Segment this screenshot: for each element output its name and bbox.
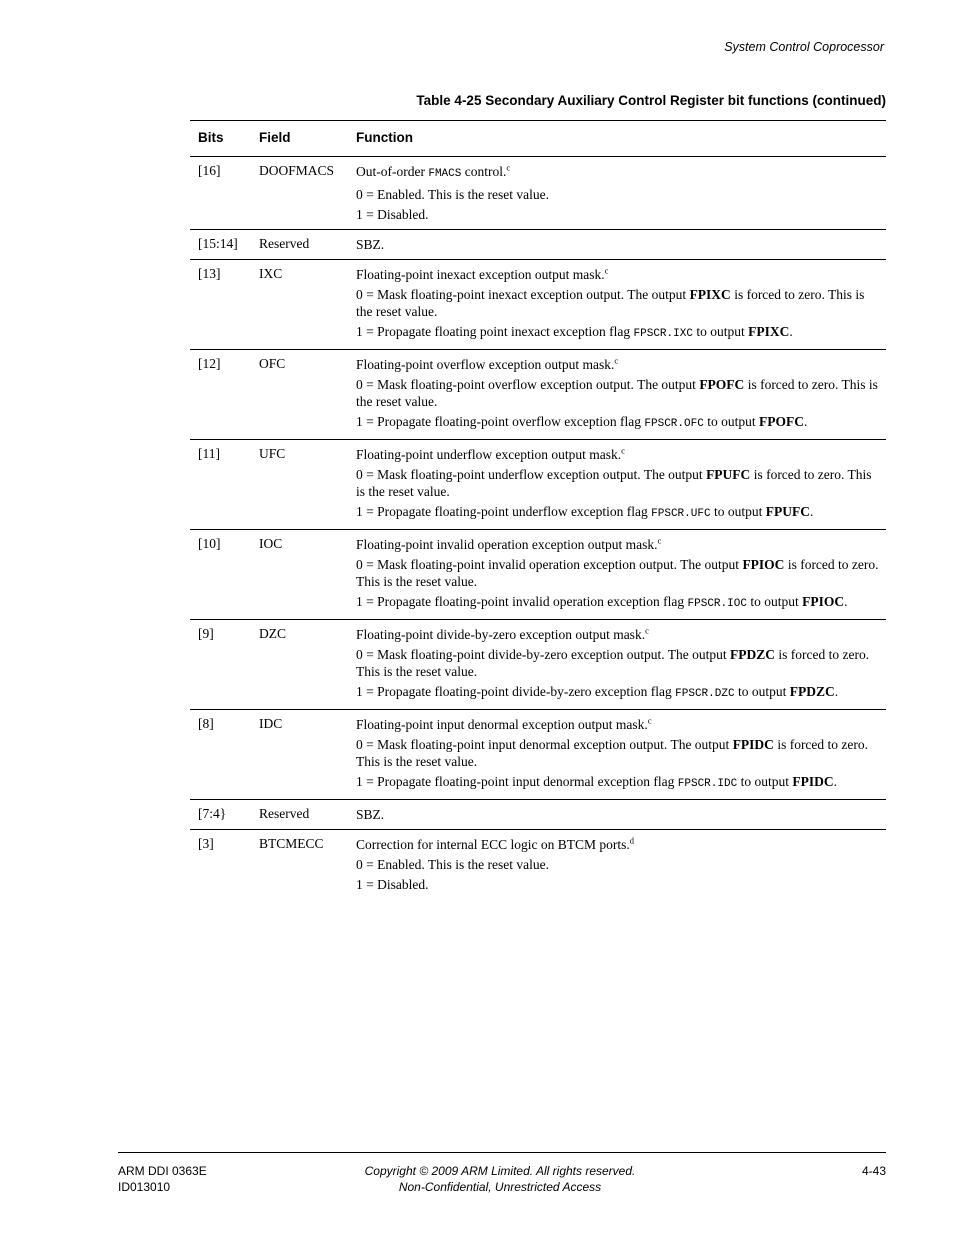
table-row [190,157,886,230]
footnote-marker: c [645,625,649,636]
code-text: FPSCR.IDC [677,778,738,790]
bits-cell: [10] [198,536,221,551]
footnote-marker: d [629,835,634,846]
footnote-marker: c [647,715,652,726]
function-line: Floating-point input denormal exception output mask.$^c$ [356,715,652,732]
document-id: ARM DDI 0363E [118,1164,207,1178]
field-cell: IXC [259,266,283,281]
code-text: FMACS [428,168,462,180]
field-cell: DZC [259,626,286,641]
function-line: Floating-point invalid operation exception output mask.$^c$ [356,535,662,552]
bits-cell: [15:14] [198,236,238,251]
table-row [190,620,886,710]
function-line: 1 = Propagate floating point inexact exception flag FPSCR.IXC to output FPIXC. [356,324,793,340]
table-row [190,830,886,899]
function-line: SBZ. [356,237,385,252]
bits-cell: [12] [198,356,221,371]
footnote-marker: c [614,355,619,366]
bits-cell: [13] [198,266,221,281]
function-line: 1 = Propagate floating-point overflow exception flag FPSCR.OFC to output FPOFC. [356,414,808,430]
function-cell [356,830,881,899]
function-cell [356,620,881,709]
field-cell: BTCMECC [259,836,324,851]
issue-id: ID013010 [118,1180,171,1194]
code-text: FPSCR.IXC [633,328,693,340]
footnote-marker: c [604,265,609,276]
bits-cell: [9] [198,626,214,641]
bits-cell: [16] [198,163,221,178]
code-text: FPSCR.IOC [687,598,747,610]
footer-divider [118,1152,886,1153]
table-caption: Table 4-25 Secondary Auxiliary Control Register bit functions (continued) [416,93,886,108]
column-header-bits: Bits [198,130,224,145]
function-line: Floating-point inexact exception output mask.$^c$ [356,265,609,282]
table-row [190,800,886,830]
function-line: 1 = Disabled. [356,877,429,892]
table-row [190,440,886,530]
field-cell: DOOFMACS [259,163,335,178]
function-cell [356,230,881,259]
page-number: 4-43 [861,1164,886,1178]
table-row [190,710,886,800]
bits-cell: [11] [198,446,220,461]
function-cell [356,260,881,349]
code-text: FPSCR.UFC [651,508,711,520]
bit-functions-table [190,120,886,899]
column-header-function: Function [356,130,413,145]
footnote-marker: c [506,162,511,173]
footer-doc-ids [118,1163,207,1195]
function-line: Floating-point overflow exception output mask.$^c$ [356,355,619,372]
code-text: FPSCR.DZC [675,688,735,700]
table-row [190,530,886,620]
function-line: 0 = Mask floating-point invalid operation exception output. The output FPIOC is forced to zero. This is the reset value. [356,557,879,589]
function-line: 0 = Mask floating-point input denormal exception output. The output FPIDC is forced to zero. This is the reset value. [356,737,869,769]
function-line: 0 = Mask floating-point inexact exception output. The output FPIXC is forced to zero. This is the reset value. [356,287,865,319]
column-header-field: Field [259,130,291,145]
function-line: 0 = Mask floating-point divide-by-zero exception output. The output FPDZC is forced to zero. This is the reset value. [356,647,870,679]
function-cell [356,350,881,439]
function-line: 0 = Mask floating-point underflow exception output. The output FPUFC is forced to zero. This is the reset value. [356,467,872,499]
table-row [190,260,886,350]
function-cell [356,710,881,799]
table-header-row [190,121,886,157]
field-cell: IDC [259,716,283,731]
field-cell: UFC [259,446,286,461]
function-line: 1 = Propagate floating-point invalid operation exception flag FPSCR.IOC to output FPIOC. [356,594,848,610]
function-line: Out-of-order FMACS control.$^c$ [356,162,511,180]
function-line: 1 = Propagate floating-point divide-by-zero exception flag FPSCR.DZC to output FPDZC. [356,684,839,700]
footnote-marker: c [657,535,662,546]
table-row [190,230,886,260]
function-line: 0 = Enabled. This is the reset value. [356,187,549,202]
bits-cell: [7:4} [198,806,227,821]
bits-cell: [3] [198,836,214,851]
function-line: 0 = Enabled. This is the reset value. [356,857,549,872]
copyright-notice: Copyright © 2009 ARM Limited. All rights reserved. [364,1164,636,1178]
code-text: FPSCR.OFC [644,418,704,430]
function-cell [356,800,881,829]
footer-legal [300,1163,700,1195]
function-line: 0 = Mask floating-point overflow exception output. The output FPOFC is forced to zero. This is the reset value. [356,377,878,409]
function-cell [356,530,881,619]
field-cell: Reserved [259,236,310,251]
bits-cell: [8] [198,716,214,731]
function-line: 1 = Disabled. [356,207,429,222]
function-line: 1 = Propagate floating-point underflow exception flag FPSCR.UFC to output FPUFC. [356,504,814,520]
function-line: SBZ. [356,807,385,822]
field-cell: IOC [259,536,283,551]
function-line: Correction for internal ECC logic on BTCM ports.$^d$ [356,835,634,852]
function-cell [356,157,881,229]
footnote-marker: c [621,445,625,456]
table-row [190,350,886,440]
function-line: Floating-point underflow exception output mask.$^c$ [356,445,625,462]
access-notice: Non-Confidential, Unrestricted Access [398,1180,602,1194]
function-line: Floating-point divide-by-zero exception output mask.$^c$ [356,625,649,642]
function-cell [356,440,881,529]
field-cell: OFC [259,356,286,371]
function-line: 1 = Propagate floating-point input denormal exception flag FPSCR.IDC to output FPIDC. [356,774,837,790]
running-header: System Control Coprocessor [724,40,884,54]
field-cell: Reserved [259,806,310,821]
